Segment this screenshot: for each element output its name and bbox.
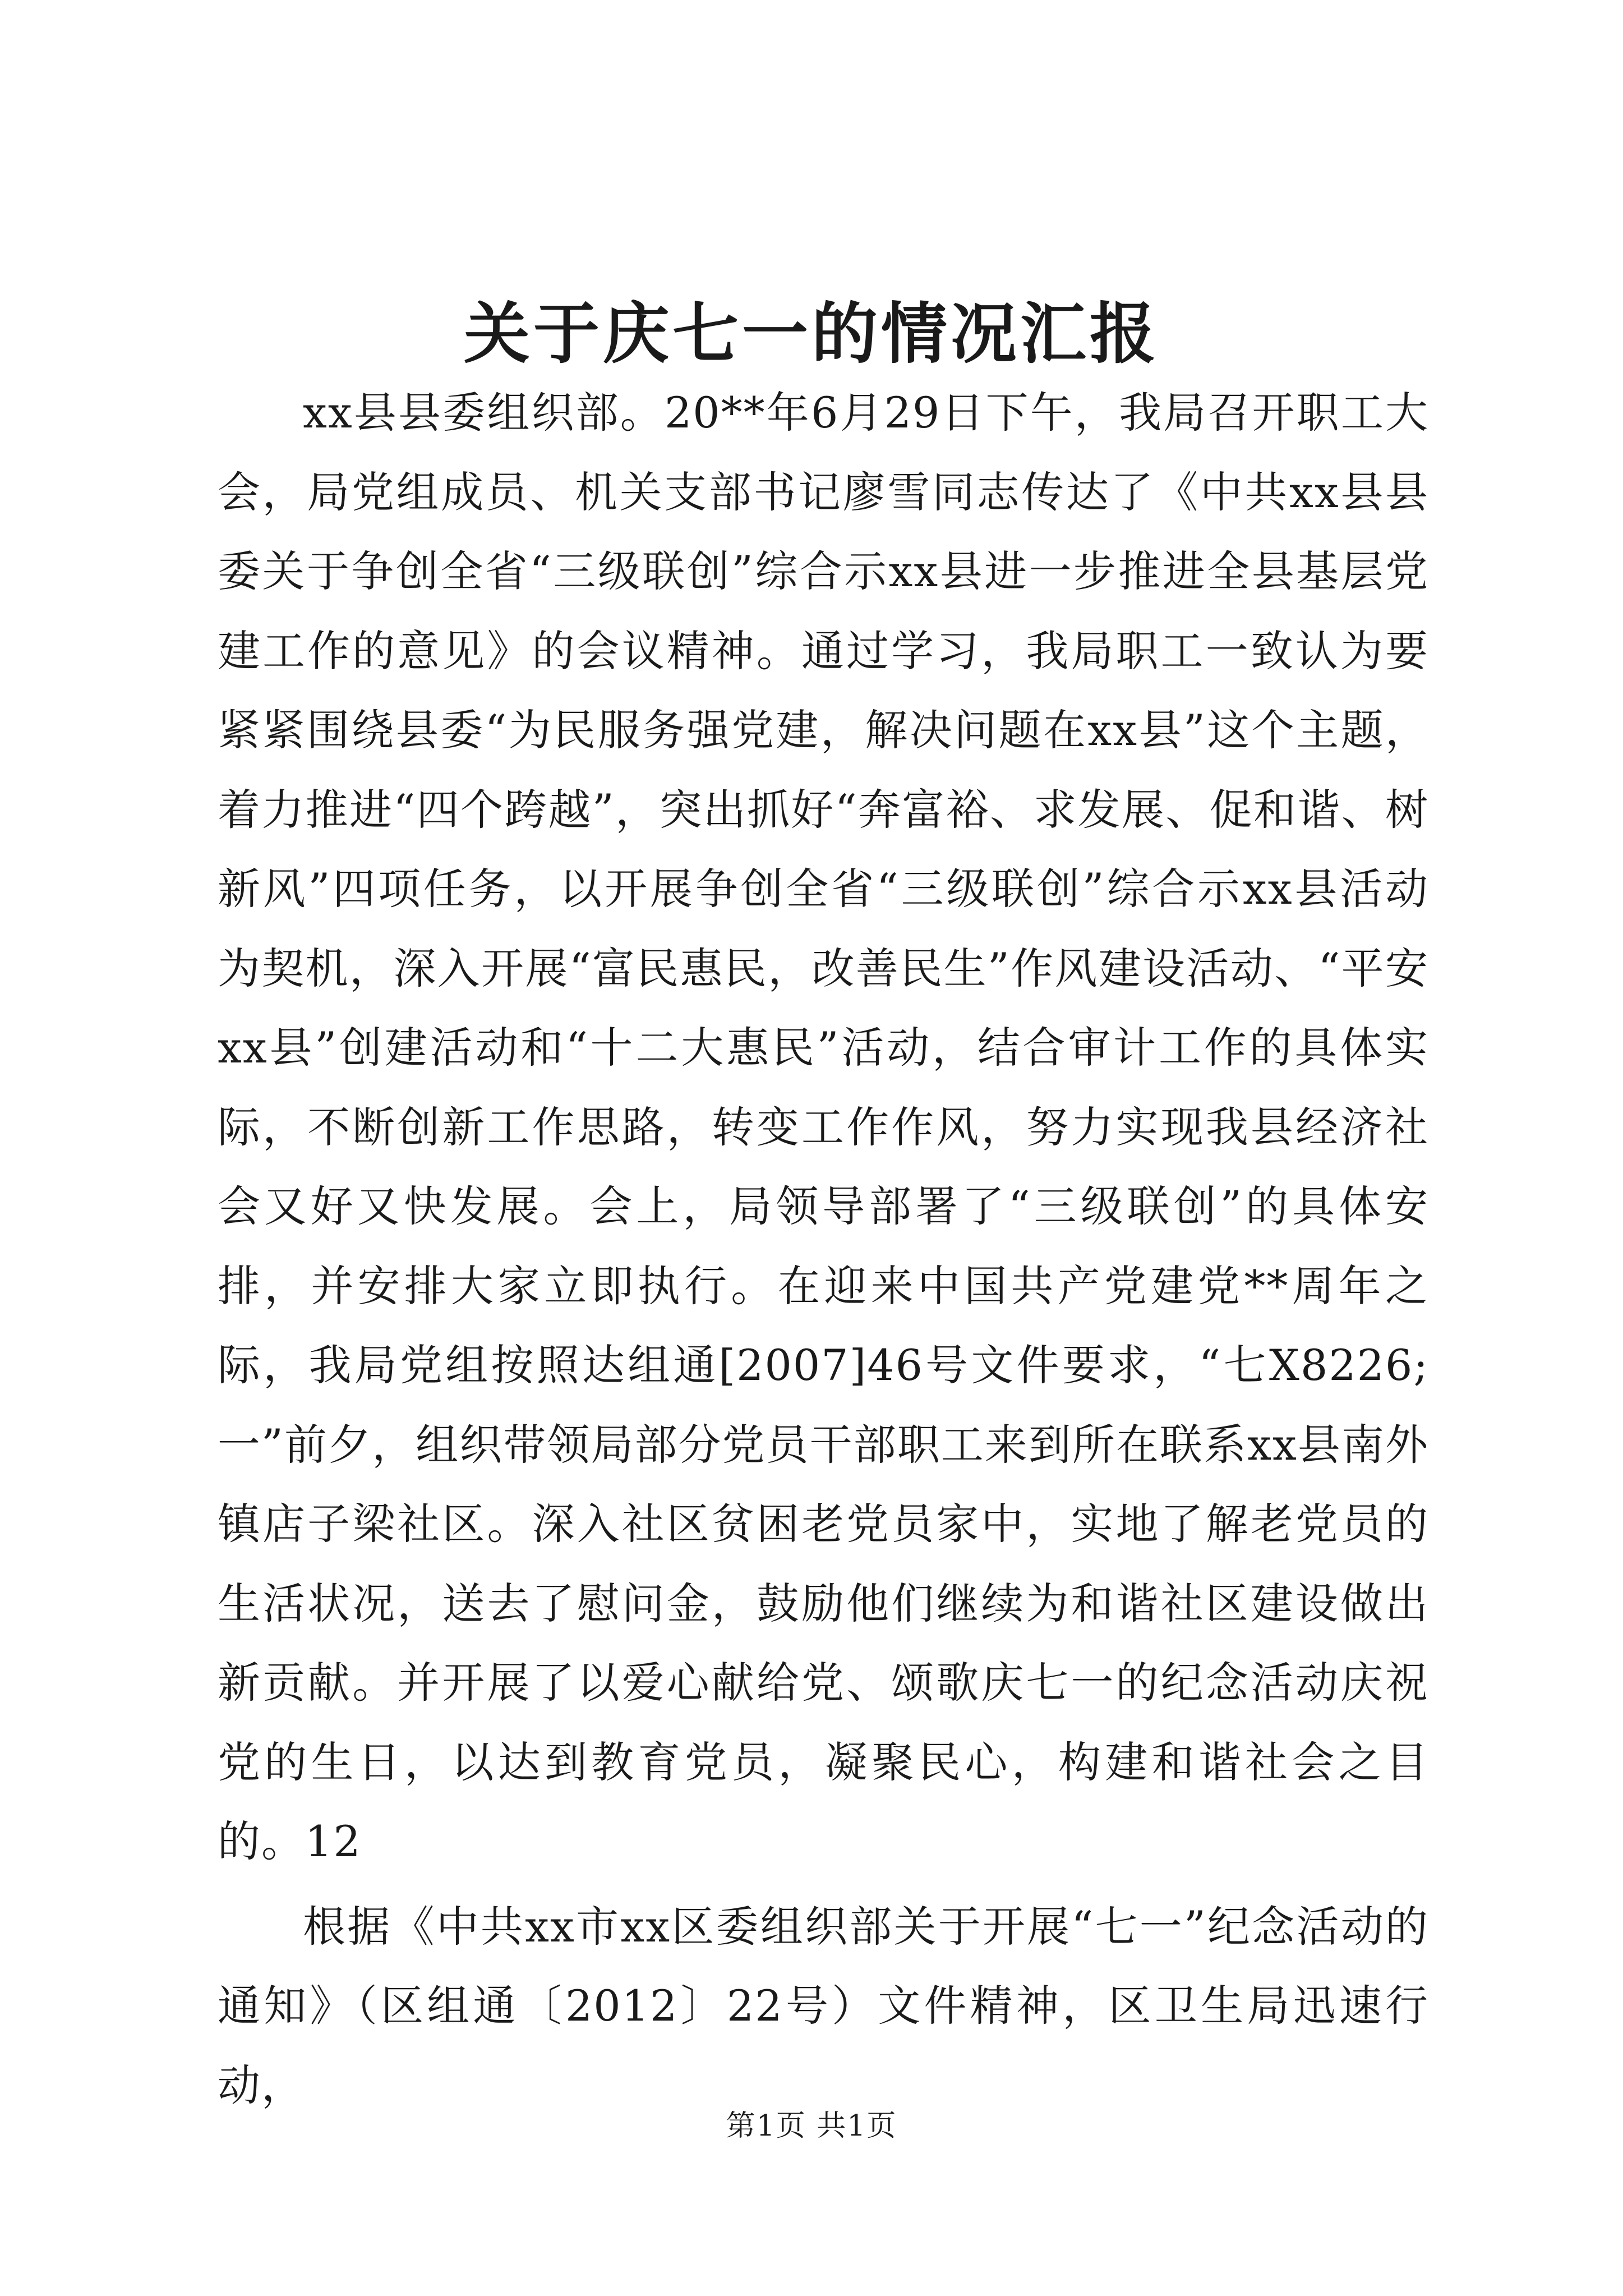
paragraph-2: 根据《中共xx市xx区委组织部关于开展“七一”纪念活动的通知》（区组通〔2012〕22号）文件精神，区卫生局迅速行动， bbox=[218, 1901, 1429, 2110]
paragraph-1: xx县县委组织部。20**年6月29日下午，我局召开职工大会，局党组成员、机关支部书记廖雪同志传达了《中共xx县县委关于争创全省“三级联创”综合示xx县进一步推进全县基层党建工作的意见》的会议精神。通过学习，我局职工一致认为要紧紧围绕县委“为民服务强党建，解决问题在xx县”这个主题，着力推进“四个跨越”，突出抓好“奔富裕、求发展、促和谐、树新风”四项任务，以开展争创全省“三级联创”综合示xx县活动为契机，深入开展“富民惠民，改善民生”作风建设活动、“平安xx县”创建活动和“十二大惠民”活动，结合审计工作的具体实际，不断创新工作思路，转变工作作风，努力实现我县经济社会又好又快发展。会上，局领导部署了“三级联创”的具体安排，并安排大家立即执行。在迎来中国共产党建党**周年之际，我局党组按照达组通[2007]46号文件要求，“七X8226;一”前夕，组织带领局部分党员干部职工来到所在联系xx县南外镇店子梁社区。深入社区贫困老党员家中，实地了解老党员的生活状况，送去了慰问金，鼓励他们继续为和谐社区建设做出新贡献。并开展了以爱心献给党、颂歌庆七一的纪念活动庆祝党的生日，以达到教育党员，凝聚民心，构建和谐社会之目的。12 bbox=[218, 388, 1429, 1866]
document-title: 关于庆七一的情况汇报 bbox=[463, 295, 1159, 372]
page-footer: 第1页 共1页 bbox=[726, 2109, 897, 2143]
document-body bbox=[218, 373, 1429, 2125]
